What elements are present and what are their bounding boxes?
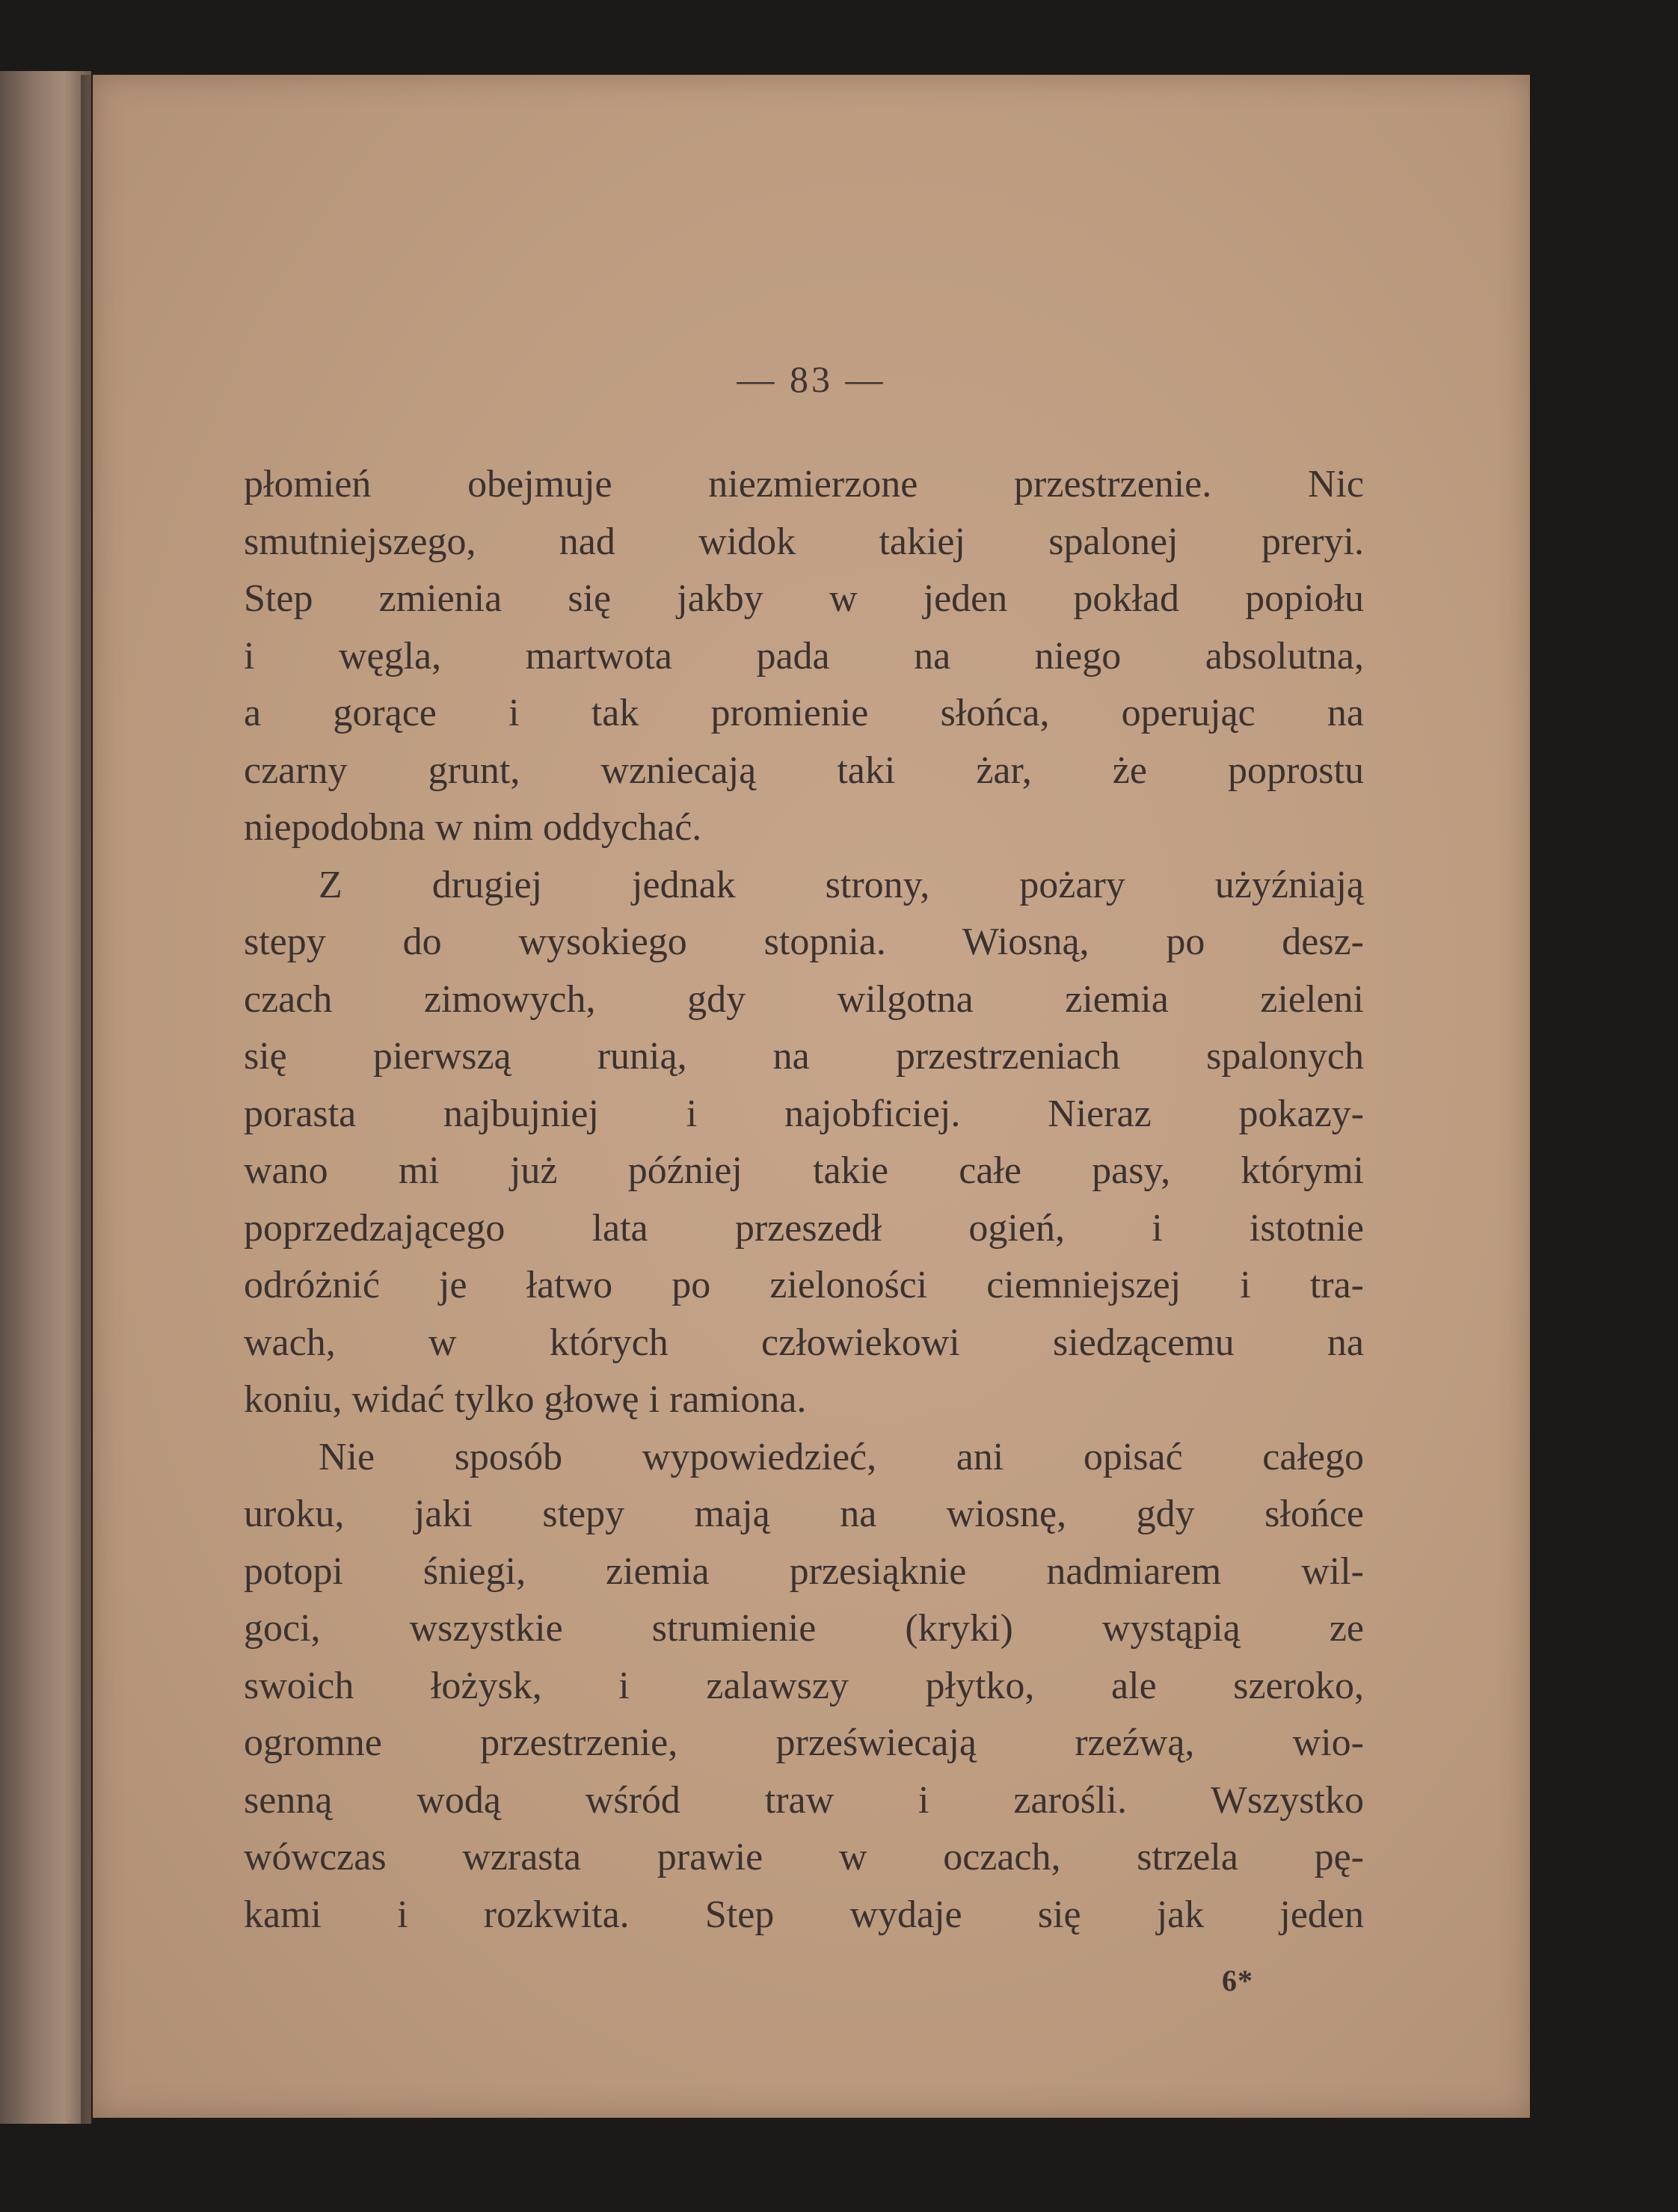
page-number: — 83 — — [737, 358, 886, 400]
book-page — [93, 75, 1530, 2118]
text-line: wówczas wzrasta prawie w oczach, strzela pę- — [244, 1836, 1364, 1878]
text-line: kami i rozkwita. Step wydaje się jak jeden — [244, 1893, 1364, 1936]
text-line: Z drugiej jednak strony, pożary użyźniają — [319, 863, 1364, 906]
text-line: poprzedzającego lata przeszedł ogień, i istotnie — [244, 1206, 1364, 1250]
book-spine — [0, 71, 91, 2124]
text-line: goci, wszystkie strumienie (kryki) wystąpią ze — [244, 1607, 1364, 1650]
text-line: wach, w których człowiekowi siedzącemu na — [244, 1321, 1364, 1364]
text-line: Nie sposób wypowiedzieć, ani opisać całego — [319, 1435, 1364, 1478]
signature-mark: 6* — [1222, 1964, 1253, 1997]
text-line: odróżnić je łatwo po zieloności ciemniejszej i tra- — [244, 1264, 1364, 1306]
text-line: potopi śniegi, ziemia przesiąknie nadmiarem wil- — [244, 1549, 1364, 1593]
text-line: wano mi już później takie całe pasy, którymi — [244, 1149, 1364, 1192]
page-text — [244, 456, 1364, 1944]
text-line: porasta najbujniej i najobficiej. Nieraz pokazy- — [244, 1092, 1364, 1135]
text-line: i węgla, martwota pada na niego absolutna, — [244, 634, 1364, 678]
text-line: uroku, jaki stepy mają na wiosnę, gdy słońce — [244, 1493, 1364, 1535]
text-line: się pierwszą runią, na przestrzeniach spalonych — [244, 1035, 1364, 1078]
text-line: Step zmienia się jakby w jeden pokład popiołu — [244, 577, 1364, 620]
text-line: swoich łożysk, i zalawszy płytko, ale szeroko, — [244, 1664, 1364, 1707]
text-line: senną wodą wśród traw i zarośli. Wszystko — [244, 1778, 1364, 1822]
text-line: ogromne przestrzenie, przeświecają rzeźwą, wio- — [244, 1721, 1364, 1764]
text-line: koniu, widać tylko głowę i ramiona. — [244, 1378, 807, 1421]
text-line: stepy do wysokiego stopnia. Wiosną, po desz- — [244, 921, 1364, 963]
text-line: niepodobna w nim oddychać. — [244, 806, 702, 849]
text-line: płomień obejmuje niezmierzone przestrzenie. Nic — [244, 463, 1364, 506]
text-line: czach zimowych, gdy wilgotna ziemia zieleni — [244, 977, 1364, 1021]
text-line: a gorące i tak promienie słońca, operując na — [244, 692, 1364, 734]
text-line: smutniejszego, nad widok takiej spalonej preryi. — [244, 520, 1364, 563]
text-line: czarny grunt, wzniecają taki żar, że poprostu — [244, 749, 1364, 792]
